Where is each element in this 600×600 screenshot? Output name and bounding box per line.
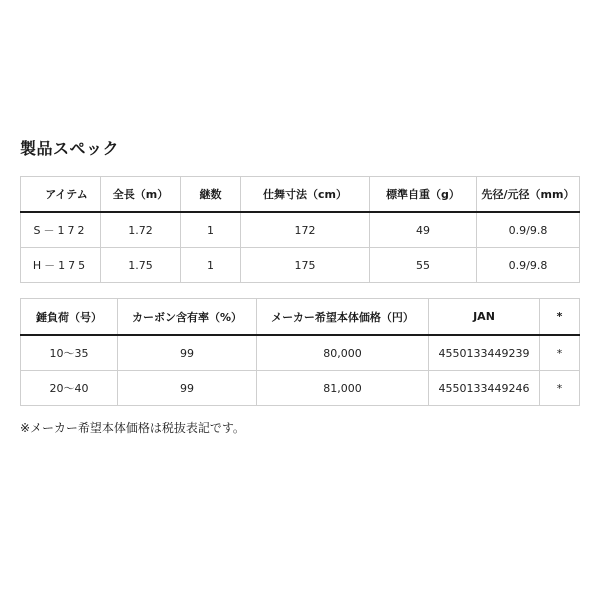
header-cell-asterisk: * [540,299,580,336]
cell-price: 80,000 [257,335,429,371]
cell-jan: 4550133449239 [429,335,540,371]
header-cell-pieces: 継数 [181,177,241,213]
cell-tip-butt-diameter: 0.9/9.8 [477,248,580,283]
header-cell-sinker-load: 錘負荷（号） [21,299,118,336]
cell-asterisk: * [540,335,580,371]
cell-tip-butt-diameter: 0.9/9.8 [477,212,580,248]
cell-item: H－175 [21,248,101,283]
cell-asterisk: * [540,371,580,406]
header-cell-jan: JAN [429,299,540,336]
header-cell-length: 全長（m） [101,177,181,213]
cell-closed-length: 175 [241,248,370,283]
cell-weight: 49 [370,212,477,248]
cell-item: S－172 [21,212,101,248]
table-row [21,335,580,371]
cell-pieces: 1 [181,212,241,248]
cell-carbon-content: 99 [118,335,257,371]
header-cell-tip-butt-diameter: 先径/元径（mm） [477,177,580,213]
cell-sinker-load: 20～40 [21,371,118,406]
cell-carbon-content: 99 [118,371,257,406]
cell-sinker-load: 10～35 [21,335,118,371]
table-row [21,248,580,283]
cell-length: 1.75 [101,248,181,283]
table-row [21,212,580,248]
spec-table [20,176,580,283]
price-table [20,298,580,406]
tax-note: ※メーカー希望本体価格は税抜表記です。 [20,421,245,435]
header-cell-item: アイテム [21,177,101,213]
cell-length: 1.72 [101,212,181,248]
header-cell-price: メーカー希望本体価格（円） [257,299,429,336]
header-cell-closed-length: 仕舞寸法（cm） [241,177,370,213]
page-title: 製品スペック [20,139,120,158]
table-header-row [21,177,580,213]
cell-weight: 55 [370,248,477,283]
cell-price: 81,000 [257,371,429,406]
header-cell-carbon-content: カーボン含有率（%） [118,299,257,336]
cell-closed-length: 172 [241,212,370,248]
cell-jan: 4550133449246 [429,371,540,406]
header-cell-weight: 標準自重（g） [370,177,477,213]
table-row [21,371,580,406]
cell-pieces: 1 [181,248,241,283]
table-header-row [21,299,580,336]
